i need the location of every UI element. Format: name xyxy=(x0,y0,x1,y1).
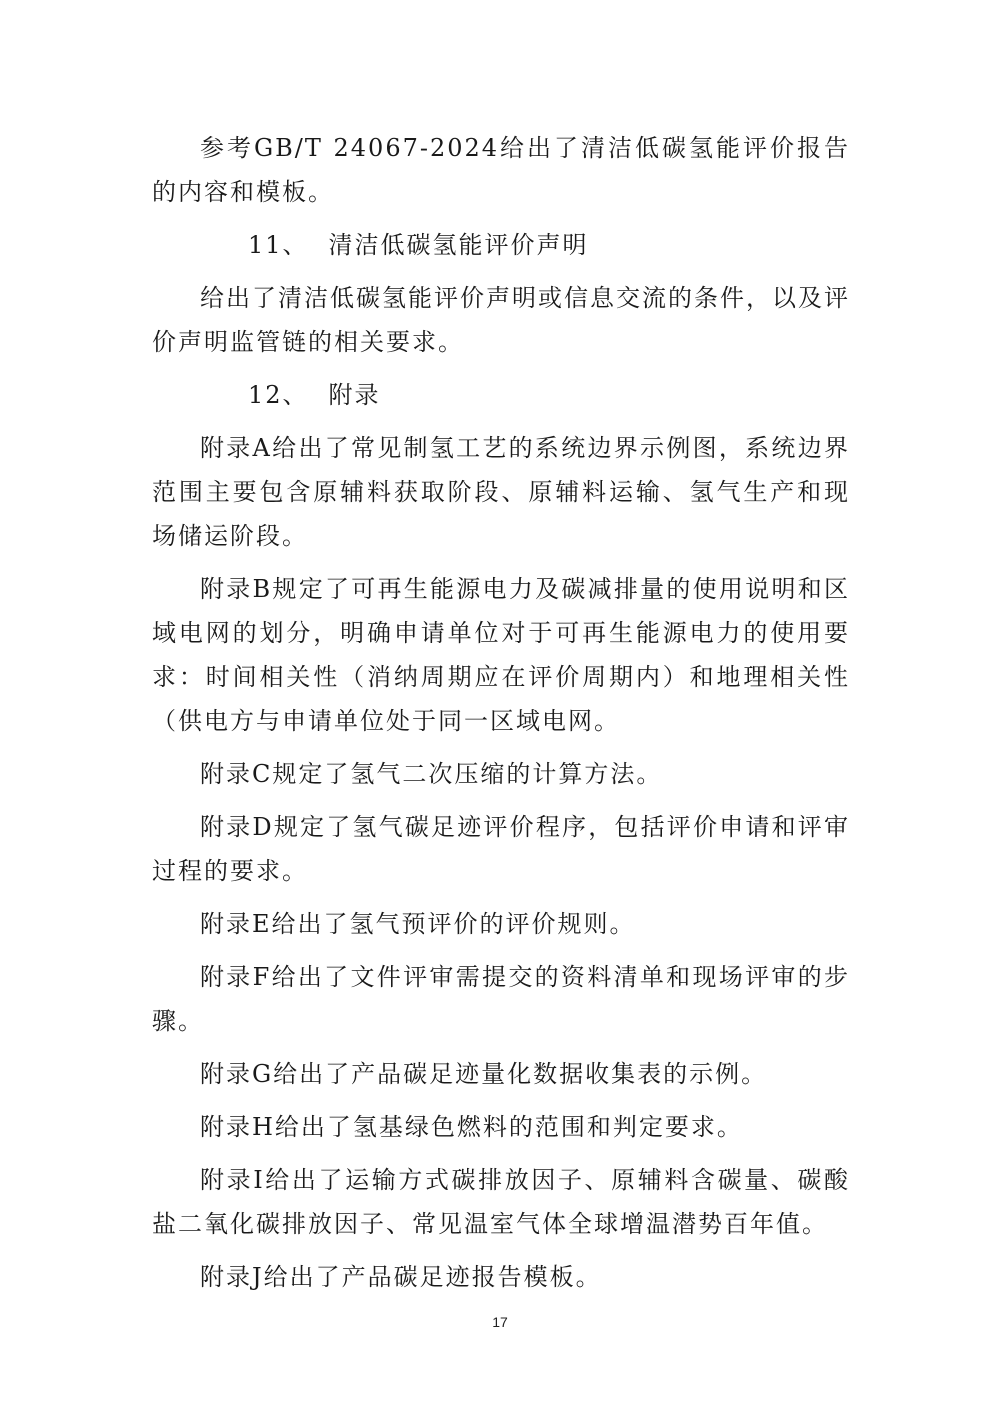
appendix-f: 附录F给出了文件评审需提交的资料清单和现场评审的步骤。 xyxy=(152,963,850,1035)
appendix-g: 附录G给出了产品碳足迹量化数据收集表的示例。 xyxy=(200,1060,768,1088)
appendix-a: 附录A给出了常见制氢工艺的系统边界示例图，系统边界范围主要包含原辅料获取阶段、原辅料运输、氢气生产和现场储运阶段。 xyxy=(152,434,850,550)
paragraph-report-template: 参考GB/T 24067-2024给出了清洁低碳氢能评价报告的内容和模板。 xyxy=(152,134,850,206)
appendix-b: 附录B规定了可再生能源电力及碳减排量的使用说明和区域电网的划分，明确申请单位对于可再生能源电力的使用要求：时间相关性（消纳周期应在评价周期内）和地理相关性（供电方与申请单位处于同一区域电网。 xyxy=(152,575,850,735)
appendix-j: 附录J给出了产品碳足迹报告模板。 xyxy=(200,1263,602,1291)
section-number-11: 11、 xyxy=(248,231,309,259)
appendix-d: 附录D规定了氢气碳足迹评价程序，包括评价申请和评审过程的要求。 xyxy=(152,813,850,885)
section-heading-11 xyxy=(152,223,850,267)
page-body xyxy=(152,126,850,1308)
section-heading-12 xyxy=(152,373,850,417)
page-number: 17 xyxy=(492,1314,508,1330)
appendix-i: 附录I给出了运输方式碳排放因子、原辅料含碳量、碳酸盐二氧化碳排放因子、常见温室气体全球增温潜势百年值。 xyxy=(152,1166,850,1238)
appendix-e: 附录E给出了氢气预评价的评价规则。 xyxy=(200,910,636,938)
appendix-h: 附录H给出了氢基绿色燃料的范围和判定要求。 xyxy=(200,1113,743,1141)
appendix-c: 附录C规定了氢气二次压缩的计算方法。 xyxy=(200,760,663,788)
section-title-12: 附录 xyxy=(328,381,381,409)
section-11-body: 给出了清洁低碳氢能评价声明或信息交流的条件，以及评价声明监管链的相关要求。 xyxy=(152,284,850,356)
section-number-12: 12、 xyxy=(248,381,309,409)
section-title-11: 清洁低碳氢能评价声明 xyxy=(328,231,589,259)
